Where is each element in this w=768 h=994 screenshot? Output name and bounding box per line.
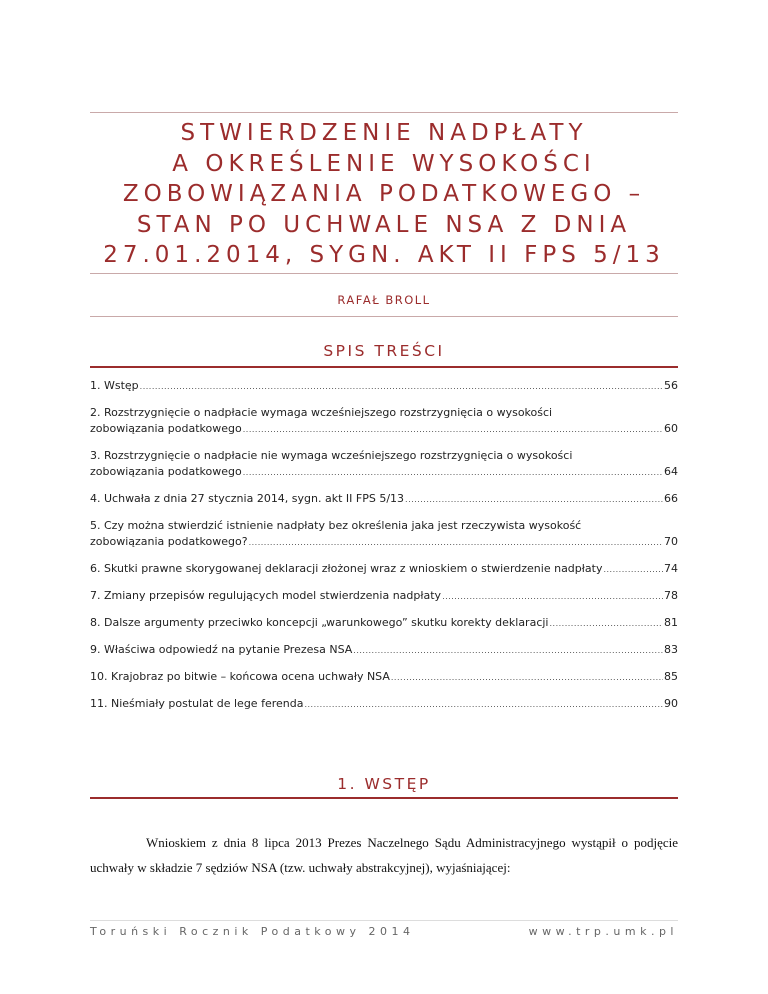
toc-page-number: 81	[664, 616, 678, 629]
toc-page-number: 64	[664, 465, 678, 478]
toc-entry[interactable]	[90, 642, 678, 659]
toc-entry-line	[90, 642, 678, 659]
toc-page-number: 83	[664, 643, 678, 656]
toc-page-number: 85	[664, 670, 678, 683]
toc-entry-line	[90, 448, 678, 464]
section-heading: 1. WSTĘP	[337, 775, 431, 793]
toc-entry-line	[90, 696, 678, 713]
toc-entry-title: 3. Rozstrzygnięcie o nadpłacie nie wymaga wcześniejszego rozstrzygnięcia o wysokości	[90, 449, 573, 462]
author-rule	[90, 316, 678, 317]
toc-entry[interactable]	[90, 669, 678, 686]
toc-page-number: 60	[664, 422, 678, 435]
title-top-rule	[90, 112, 678, 113]
toc-entry-line	[90, 378, 678, 395]
toc-page-number: 70	[664, 535, 678, 548]
toc-dot-leader	[304, 697, 663, 713]
toc-entry-title: zobowiązania podatkowego?	[90, 535, 248, 548]
toc-heading-rule	[90, 366, 678, 368]
toc-entry[interactable]	[90, 615, 678, 632]
toc-dot-leader	[243, 422, 663, 438]
toc-entry-title: 2. Rozstrzygnięcie o nadpłacie wymaga wcześniejszego rozstrzygnięcia o wysokości	[90, 406, 553, 419]
toc-entry-title: 4. Uchwała z dnia 27 stycznia 2014, sygn. akt II FPS 5/13	[90, 492, 405, 505]
toc-entry-line	[90, 561, 678, 578]
toc-page-number: 74	[664, 562, 678, 575]
toc-page-number: 78	[664, 589, 678, 602]
title-line-2: A OKREŚLENIE WYSOKOŚCI	[172, 150, 596, 177]
toc-entry-title: 7. Zmiany przepisów regulujących model stwierdzenia nadpłaty	[90, 589, 442, 602]
toc-entry[interactable]	[90, 405, 678, 438]
section-heading-rule	[90, 797, 678, 799]
toc-heading: SPIS TREŚCI	[323, 342, 445, 360]
toc-dot-leader	[549, 616, 663, 632]
title-line-3: ZOBOWIĄZANIA PODATKOWEGO –	[122, 181, 646, 207]
toc-dot-leader	[249, 535, 663, 551]
footer-website: www.trp.umk.pl	[528, 925, 678, 938]
toc-entry-title: zobowiązania podatkowego	[90, 422, 242, 435]
toc-entry-line	[90, 615, 678, 632]
toc-entry[interactable]	[90, 378, 678, 395]
toc-dot-leader	[603, 562, 663, 578]
toc-entry[interactable]	[90, 696, 678, 713]
toc-entry-line	[90, 588, 678, 605]
toc-dot-leader	[243, 465, 663, 481]
title-line-1: STWIERDZENIE NADPŁATY	[180, 120, 588, 146]
toc-entry-title: 10. Krajobraz po bitwie – końcowa ocena uchwały NSA	[90, 670, 390, 683]
toc-dot-leader	[442, 589, 663, 605]
toc-dot-leader	[405, 492, 663, 508]
toc-entry[interactable]	[90, 561, 678, 578]
toc-entry-line	[90, 669, 678, 686]
toc-entry-title: 5. Czy można stwierdzić istnienie nadpłaty bez określenia jaka jest rzeczywista wysokość	[90, 519, 582, 532]
toc-entry[interactable]	[90, 518, 678, 551]
toc-entry[interactable]	[90, 448, 678, 481]
toc-entry-title: 11. Nieśmiały postulat de lege ferenda	[90, 697, 304, 710]
toc-entry-line	[90, 518, 678, 534]
toc-dot-leader	[140, 379, 663, 395]
title-bottom-rule	[90, 273, 678, 274]
toc-entry-line	[90, 464, 678, 481]
article-title	[90, 118, 678, 271]
title-line-4: STAN PO UCHWALE NSA Z DNIA	[136, 211, 632, 238]
author-name: RAFAŁ BROLL	[337, 293, 431, 307]
toc-page-number: 90	[664, 697, 678, 710]
footer-journal-name: Toruński Rocznik Podatkowy 2014	[90, 925, 415, 938]
toc-entry-title: 6. Skutki prawne skorygowanej deklaracji złożonej wraz z wnioskiem o stwierdzenie nadpłaty	[90, 562, 603, 575]
toc-entry-title: zobowiązania podatkowego	[90, 465, 242, 478]
toc-entry-line	[90, 534, 678, 551]
table-of-contents	[90, 378, 678, 723]
toc-page-number: 66	[664, 492, 678, 505]
toc-dot-leader	[353, 643, 663, 659]
title-line-5: 27.01.2014, SYGN. AKT II FPS 5/13	[103, 242, 665, 268]
toc-page-number: 56	[664, 379, 678, 392]
toc-entry-line	[90, 491, 678, 508]
footer-rule	[90, 920, 678, 921]
toc-entry[interactable]	[90, 491, 678, 508]
body-paragraph: Wnioskiem z dnia 8 lipca 2013 Prezes Naczelnego Sądu Administracyjnego wystąpił o podjęcie uchwały w składzie 7 sędziów NSA (tzw. uchwały abstrakcyjnej), wyjaśniającej:	[90, 835, 678, 875]
toc-entry-title: 1. Wstęp	[90, 379, 139, 392]
toc-entry-line	[90, 421, 678, 438]
toc-entry[interactable]	[90, 588, 678, 605]
toc-dot-leader	[391, 670, 663, 686]
toc-entry-title: 8. Dalsze argumenty przeciwko koncepcji „warunkowego” skutku korekty deklaracji	[90, 616, 549, 629]
toc-entry-title: 9. Właściwa odpowiedź na pytanie Prezesa NSA	[90, 643, 353, 656]
toc-entry-line	[90, 405, 678, 421]
